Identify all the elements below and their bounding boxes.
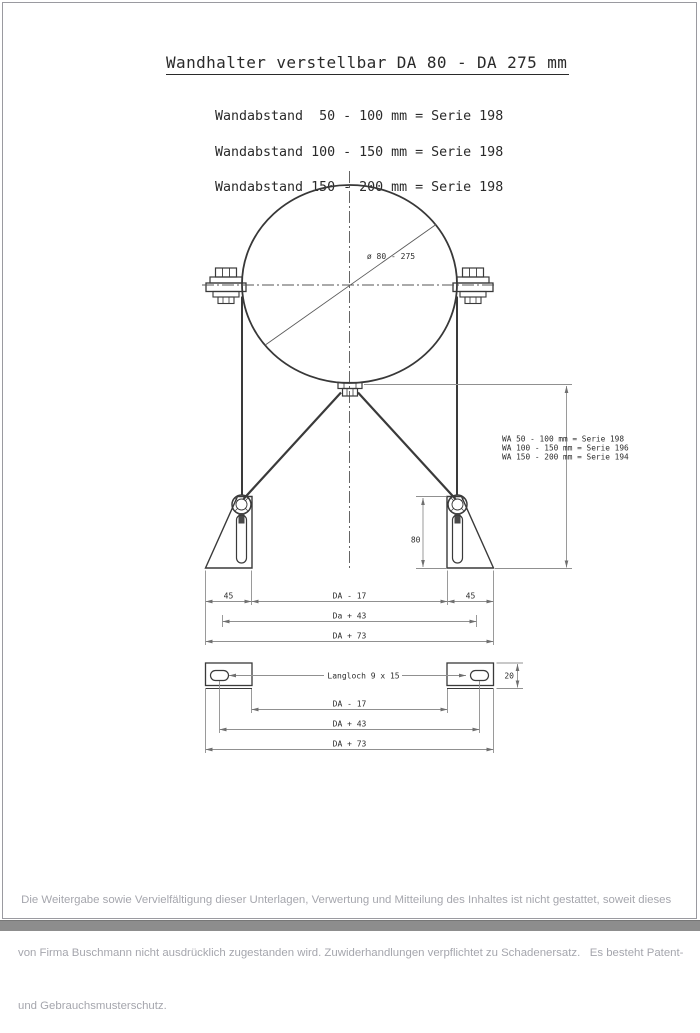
drawing-title: Wandhalter verstellbar DA 80 - DA 275 mm	[166, 53, 569, 75]
footer-line: von Firma Buschmann nicht ausdrücklich zugestanden wird. Zuwiderhandlungen verpflichtet zu Schadenersatz. Es besteht Patent-	[18, 946, 684, 959]
plate-dim-da-plus-43: DA + 43	[332, 719, 367, 729]
foot-plate-slot	[211, 671, 229, 681]
diameter-line	[266, 225, 436, 345]
subtitle-line: Wandabstand 100 - 150 mm = Serie 198	[215, 144, 504, 160]
plate-dim-da-plus-73: DA + 73	[332, 739, 367, 749]
dim-label-da-minus-17: DA - 17	[332, 591, 367, 601]
pivot-bolt	[232, 495, 251, 524]
footer-line: und Gebrauchsmusterschutz.	[18, 999, 167, 1012]
clamp-left-assembly	[206, 268, 342, 753]
dim-label-bracket-height: 80	[410, 535, 421, 545]
tension-bolt	[206, 268, 246, 304]
plate-dim-da-minus-17: DA - 17	[332, 699, 367, 709]
extension-lines	[206, 571, 252, 646]
wall-bracket	[206, 497, 253, 569]
copyright-notice	[18, 857, 688, 1033]
dim-label-plate-height: 20	[504, 671, 514, 681]
dim-label-foot-right: 45	[465, 591, 476, 601]
wa-series-line: WA 50 - 100 mm = Serie 198	[502, 434, 625, 444]
dim-label-foot-left: 45	[223, 591, 234, 601]
dim-label-da-plus-43: Da + 43	[332, 611, 367, 621]
subtitle-line: Wandabstand 50 - 100 mm = Serie 198	[215, 108, 504, 124]
v-strut	[244, 393, 342, 500]
wa-series-line: WA 100 - 150 mm = Serie 196	[502, 443, 629, 453]
dim-label-da-plus-73: DA + 73	[332, 631, 367, 641]
footer-line: Die Weitergabe sowie Vervielfältigung dieser Unterlagen, Verwertung und Mitteilung des Inhaltes ist nicht gestattet, soweit dieses	[18, 894, 672, 907]
wa-series-line: WA 150 - 200 mm = Serie 194	[502, 452, 629, 462]
diameter-label: ø 80 - 275	[366, 252, 416, 261]
slot-label: Langloch 9 x 15	[327, 671, 400, 681]
extension-lines-lower	[206, 681, 252, 753]
subtitle-line: Wandabstand 150 - 200 mm = Serie 198	[215, 180, 504, 196]
bottom-edge-bar	[0, 920, 700, 931]
